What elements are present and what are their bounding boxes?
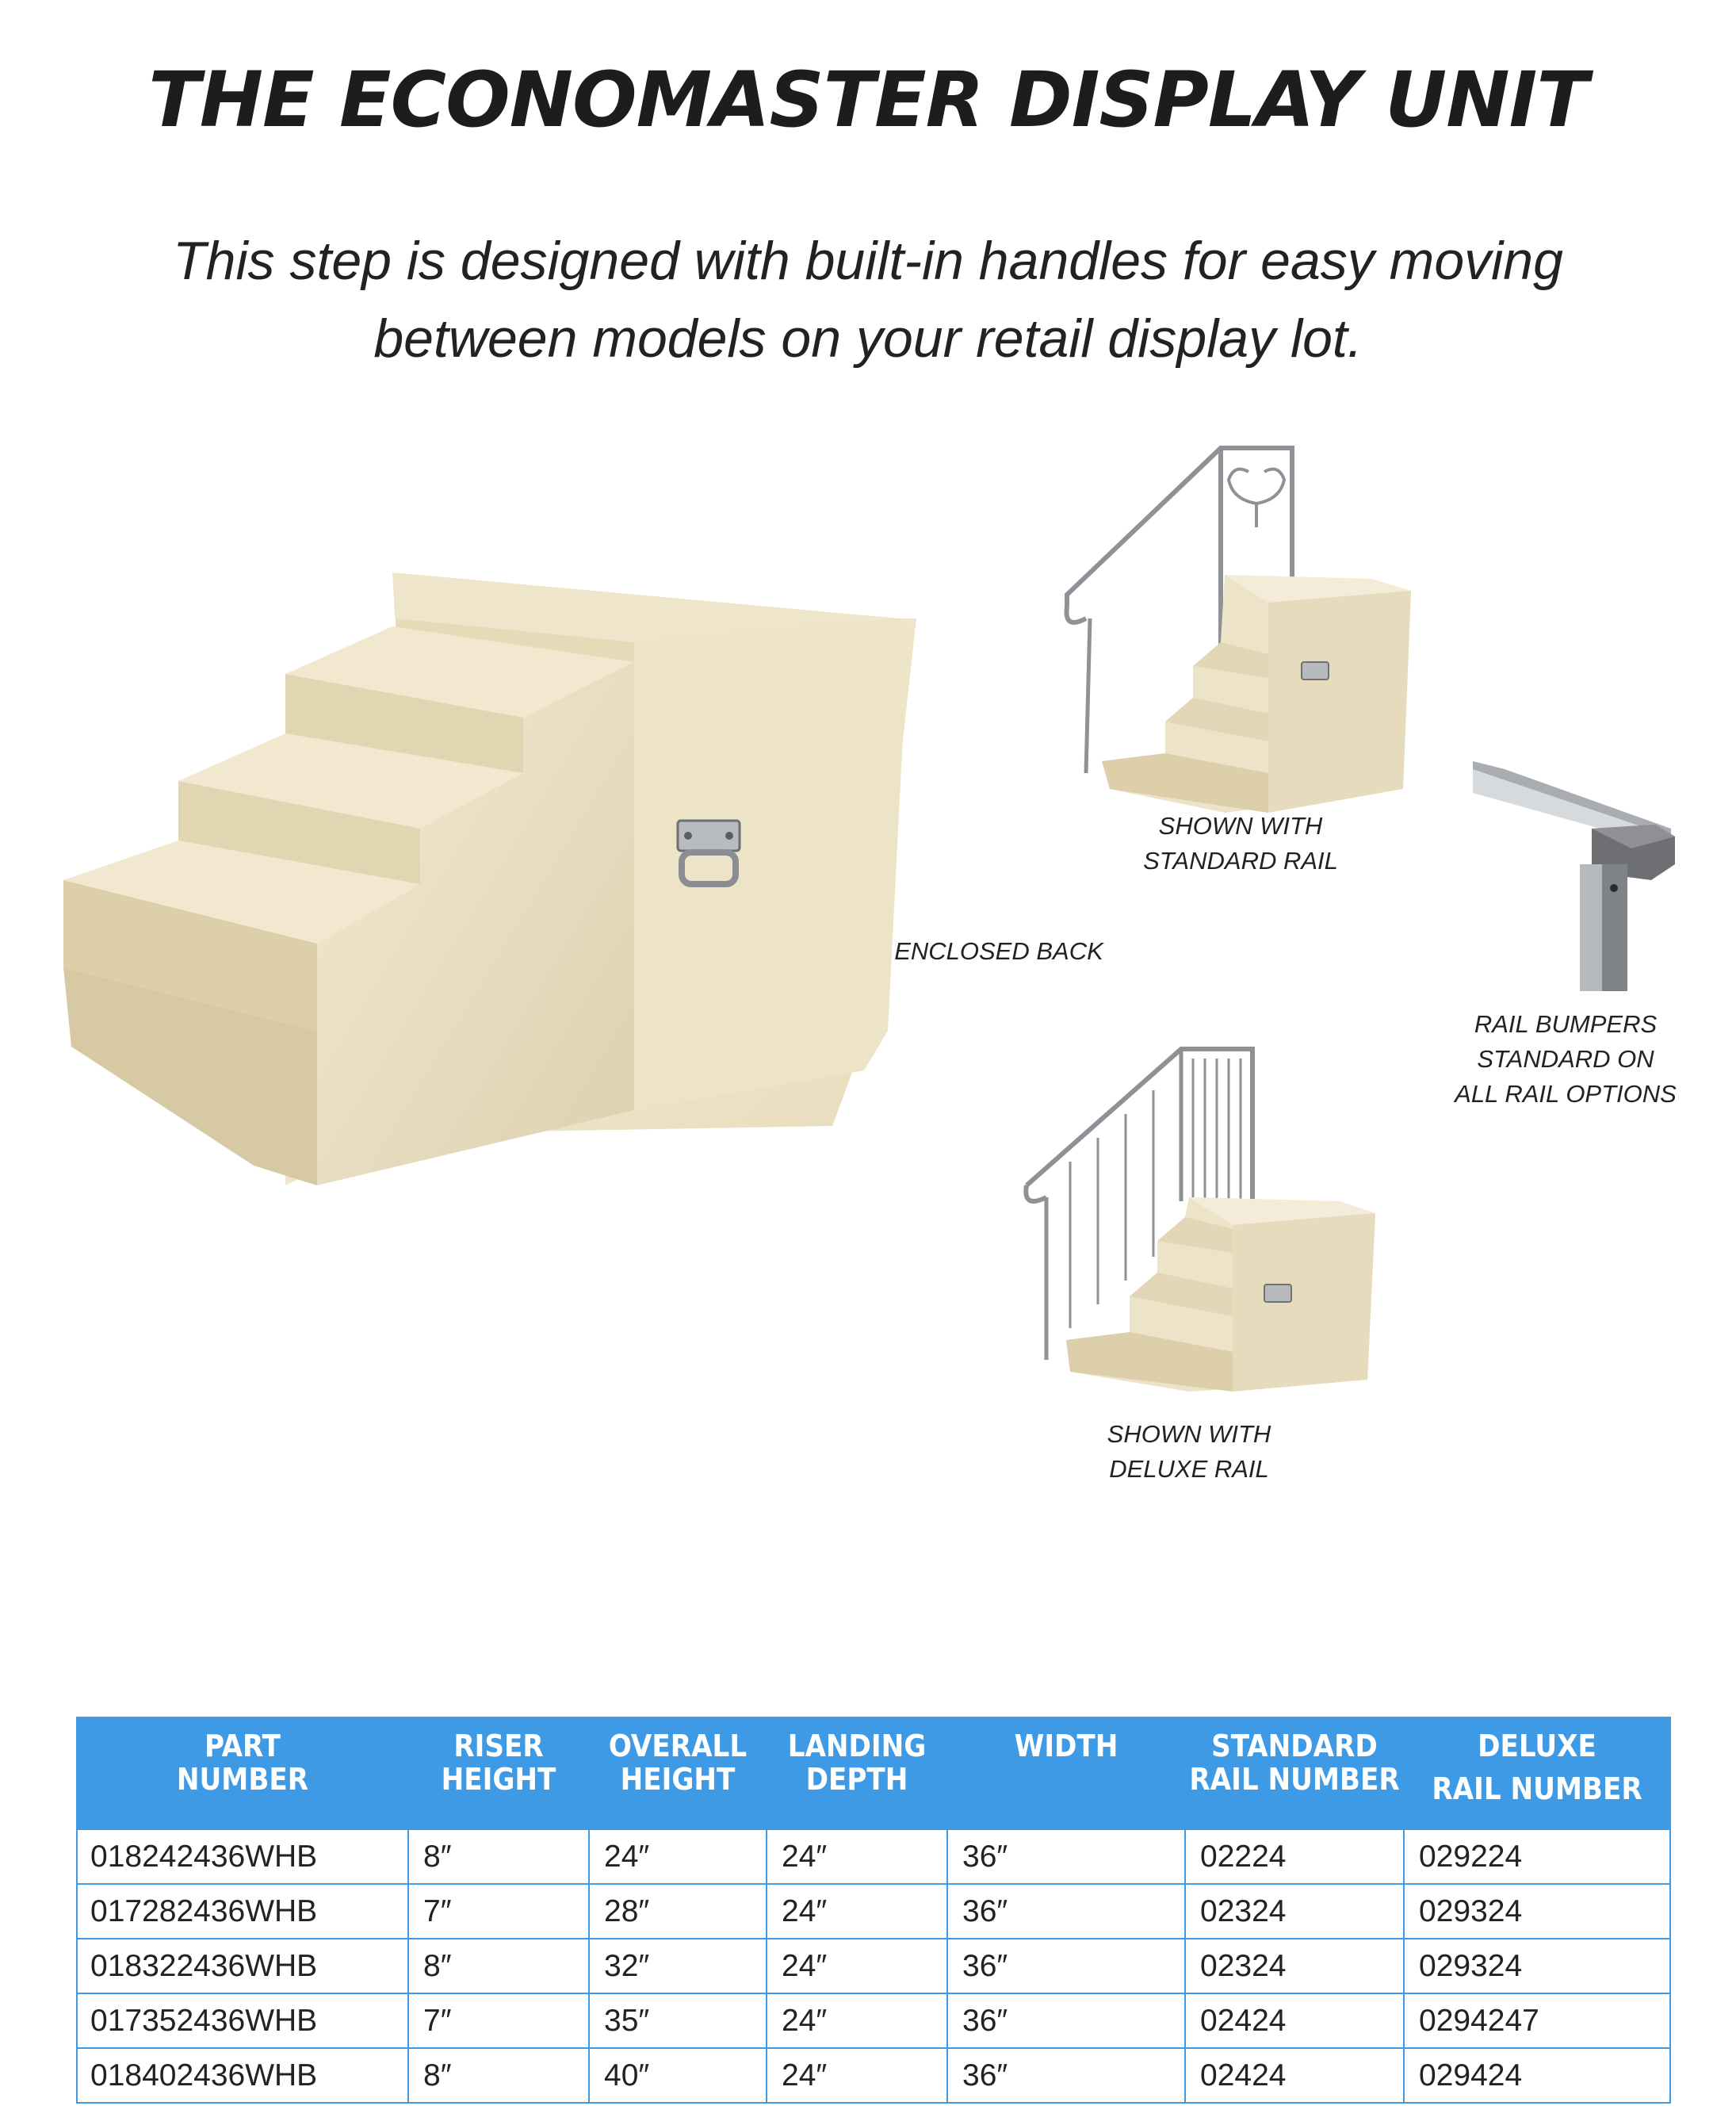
rail-bumpers-caption-line-1: RAIL BUMPERS (1474, 1010, 1658, 1038)
cell-standard-rail: 02324 (1185, 1884, 1404, 1939)
header-deluxe-rail-number (1404, 1717, 1670, 1829)
header-landing-depth-line-2: DEPTH (805, 1762, 908, 1797)
cell-overall-height: 35″ (589, 1993, 767, 2048)
cell-overall-height: 32″ (589, 1939, 767, 1993)
header-riser-height-line-1: RISER (453, 1729, 544, 1763)
enclosed-back-caption: ENCLOSED BACK (894, 937, 1103, 965)
cell-width: 36″ (947, 1939, 1185, 1993)
header-standard-rail-number (1185, 1717, 1404, 1829)
cell-riser-height: 8″ (408, 1939, 589, 1993)
header-width-line-1: WIDTH (1014, 1729, 1118, 1763)
rail-bumper-closeup-image (1473, 761, 1687, 991)
header-overall-height-line-2: HEIGHT (620, 1762, 736, 1797)
deluxe-rail-caption-line-2: DELUXE RAIL (1109, 1455, 1269, 1483)
cell-width: 36″ (947, 1829, 1185, 1884)
table-row (77, 2048, 1670, 2103)
header-deluxe-rail-line-2: RAIL NUMBER (1432, 1771, 1642, 1806)
page-title: THE ECONOMASTER DISPLAY UNIT (148, 56, 1588, 144)
rail-bumpers-caption (1415, 1007, 1716, 1112)
cell-deluxe-rail: 029424 (1404, 2048, 1670, 2103)
table-header-row (77, 1717, 1670, 1829)
cell-landing-depth: 24″ (767, 1993, 947, 2048)
cell-width: 36″ (947, 1993, 1185, 2048)
header-part-number-line-1: PART (205, 1729, 281, 1763)
header-deluxe-rail-line-1: DELUXE (1478, 1729, 1596, 1763)
spec-table (76, 1717, 1671, 2104)
cell-standard-rail: 02424 (1185, 2048, 1404, 2103)
cell-part-number: 018242436WHB (77, 1829, 408, 1884)
header-landing-depth-line-1: LANDING (787, 1729, 927, 1763)
cell-landing-depth: 24″ (767, 1884, 947, 1939)
header-standard-rail-line-2: RAIL NUMBER (1189, 1762, 1400, 1797)
table-row (77, 1884, 1670, 1939)
subtitle-line-2: between models on your retail display lot. (373, 308, 1363, 369)
standard-rail-caption-line-1: SHOWN WITH (1158, 812, 1323, 840)
cell-part-number: 017352436WHB (77, 1993, 408, 2048)
step-with-standard-rail-image (1062, 440, 1419, 813)
cell-width: 36″ (947, 1884, 1185, 1939)
cell-deluxe-rail: 029324 (1404, 1884, 1670, 1939)
cell-part-number: 017282436WHB (77, 1884, 408, 1939)
cell-part-number: 018322436WHB (77, 1939, 408, 1993)
subtitle-line-1: This step is designed with built-in handles for easy moving (173, 231, 1563, 291)
step-with-deluxe-rail-image (1023, 1043, 1387, 1392)
cell-standard-rail: 02324 (1185, 1939, 1404, 1993)
standard-rail-caption (1098, 809, 1383, 879)
cell-riser-height: 8″ (408, 1829, 589, 1884)
header-riser-height (408, 1717, 589, 1829)
standard-rail-caption-line-2: STANDARD RAIL (1143, 847, 1338, 875)
cell-landing-depth: 24″ (767, 2048, 947, 2103)
cell-standard-rail: 02424 (1185, 1993, 1404, 2048)
cell-deluxe-rail: 029224 (1404, 1829, 1670, 1884)
cell-riser-height: 7″ (408, 1884, 589, 1939)
rail-bumpers-caption-line-2: STANDARD ON (1477, 1045, 1654, 1073)
table-row (77, 1829, 1670, 1884)
header-standard-rail-line-1: STANDARD (1211, 1729, 1378, 1763)
cell-riser-height: 7″ (408, 1993, 589, 2048)
step-unit-main-image (48, 555, 927, 1237)
cell-riser-height: 8″ (408, 2048, 589, 2103)
header-overall-height (589, 1717, 767, 1829)
cell-landing-depth: 24″ (767, 1829, 947, 1884)
cell-standard-rail: 02224 (1185, 1829, 1404, 1884)
page-subtitle (155, 222, 1581, 377)
cell-overall-height: 40″ (589, 2048, 767, 2103)
header-riser-height-line-2: HEIGHT (441, 1762, 556, 1797)
cell-part-number: 018402436WHB (77, 2048, 408, 2103)
deluxe-rail-caption-line-1: SHOWN WITH (1107, 1420, 1271, 1448)
table-row (77, 1993, 1670, 2048)
rail-bumpers-caption-line-3: ALL RAIL OPTIONS (1455, 1080, 1677, 1108)
header-part-number-line-2: NUMBER (176, 1762, 309, 1797)
cell-deluxe-rail: 0294247 (1404, 1993, 1670, 2048)
header-landing-depth (767, 1717, 947, 1829)
header-overall-height-line-1: OVERALL (608, 1729, 748, 1763)
cell-deluxe-rail: 029324 (1404, 1939, 1670, 1993)
cell-width: 36″ (947, 2048, 1185, 2103)
table-row (77, 1939, 1670, 1993)
cell-landing-depth: 24″ (767, 1939, 947, 1993)
header-part-number (77, 1717, 408, 1829)
cell-overall-height: 24″ (589, 1829, 767, 1884)
deluxe-rail-caption (1046, 1417, 1332, 1487)
header-width (947, 1717, 1185, 1829)
cell-overall-height: 28″ (589, 1884, 767, 1939)
